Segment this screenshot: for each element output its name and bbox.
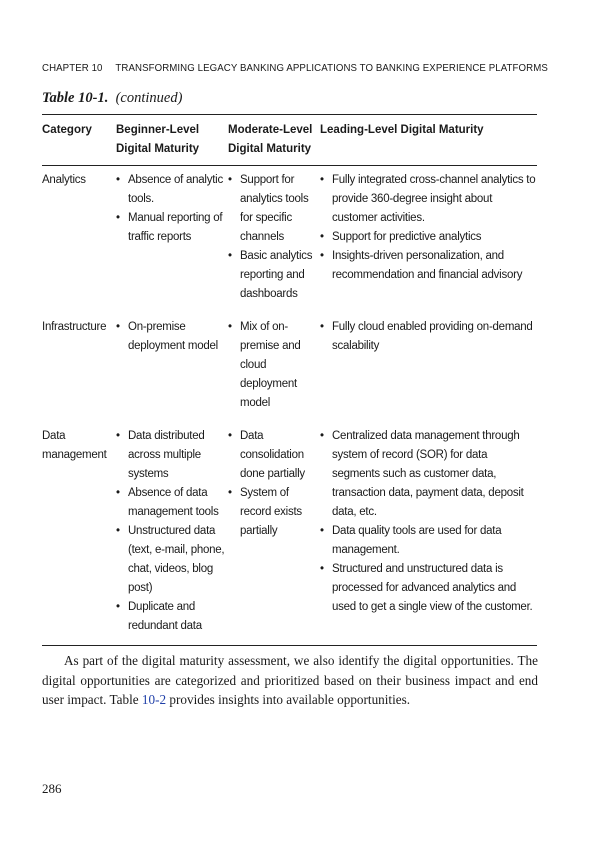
table-reference-link[interactable]: 10-2	[141, 692, 167, 708]
list-item: • Insights-driven personalization, and recommendation and financial advisory	[320, 247, 537, 285]
header-moderate	[228, 115, 320, 166]
leading-cell	[320, 166, 537, 314]
row-category: Infrastructure	[42, 321, 107, 333]
list-item: • Data distributed across multiple systems	[116, 427, 228, 484]
header-category	[42, 115, 116, 166]
row-category: Data management	[42, 430, 107, 461]
moderate-cell	[228, 313, 320, 422]
list-item: • Data consolidation done partially	[228, 427, 320, 484]
list-item: • On-premise deployment model	[116, 318, 228, 356]
list-item: • System of record exists partially	[228, 484, 320, 541]
table-row	[42, 422, 537, 646]
leading-cell	[320, 313, 537, 422]
list-item: • Duplicate and redundant data	[116, 598, 228, 636]
list-item: • Unstructured data (text, e-mail, phone, chat, videos, blog post)	[116, 522, 228, 598]
moderate-cell	[228, 422, 320, 646]
table-header-row	[42, 115, 537, 166]
moderate-cell	[228, 166, 320, 314]
header-leading-text: Leading-Level Digital Maturity	[320, 124, 484, 136]
list-item: • Fully integrated cross-channel analytics to provide 360-degree insight about customer activities.	[320, 171, 537, 228]
header-leading	[320, 115, 537, 166]
list-item: • Fully cloud enabled providing on-demand scalability	[320, 318, 537, 356]
beginner-cell	[116, 166, 228, 314]
list-item: • Support for predictive analytics	[320, 228, 537, 247]
list-item: • Basic analytics reporting and dashboards	[228, 247, 320, 304]
list-item: • Absence of data management tools	[116, 484, 228, 522]
body-paragraph	[42, 651, 538, 710]
header-beginner-line1: Beginner-Level	[116, 124, 200, 136]
maturity-table	[42, 114, 537, 646]
table-row	[42, 313, 537, 422]
beginner-cell	[116, 313, 228, 422]
list-item: • Centralized data management through system of record (SOR) for data segments such as customer data, transaction data, payment data, deposit data, etc.	[320, 427, 537, 522]
header-moderate-line1: Moderate-Level	[228, 124, 313, 136]
header-moderate-line2: Digital Maturity	[228, 143, 312, 155]
chapter-label: CHAPTER 10	[42, 62, 103, 74]
list-item: • Structured and unstructured data is processed for advanced analytics and used to get a single view of the customer.	[320, 560, 537, 617]
header-beginner-line2: Digital Maturity	[116, 143, 200, 155]
list-item: • Manual reporting of traffic reports	[116, 209, 228, 247]
list-item: • Absence of analytic tools.	[116, 171, 228, 209]
beginner-cell	[116, 422, 228, 646]
row-category: Analytics	[42, 174, 86, 186]
table-row	[42, 166, 537, 314]
maturity-table-container	[42, 114, 537, 646]
list-item: • Support for analytics tools for specific channels	[228, 171, 320, 247]
paragraph-text-before: As part of the digital maturity assessment, we also identify the digital opportunities. The digital opportunities are categorized and prioritized based on their business impact and end user impact. Table	[42, 653, 538, 708]
page-number: 286	[42, 781, 62, 796]
header-beginner	[116, 115, 228, 166]
table-caption	[42, 90, 182, 107]
leading-cell	[320, 422, 537, 646]
list-item: • Mix of on-premise and cloud deployment model	[228, 318, 320, 413]
list-item: • Data quality tools are used for data management.	[320, 522, 537, 560]
paragraph-text-after: provides insights into available opportunities.	[166, 692, 411, 708]
running-head	[42, 62, 548, 74]
chapter-title: TRANSFORMING LEGACY BANKING APPLICATIONS TO BANKING EXPERIENCE PLATFORMS	[115, 62, 548, 74]
table-continued-note: (continued)	[115, 90, 183, 106]
header-category-text: Category	[42, 124, 92, 136]
table-label: Table 10-1.	[42, 90, 109, 106]
